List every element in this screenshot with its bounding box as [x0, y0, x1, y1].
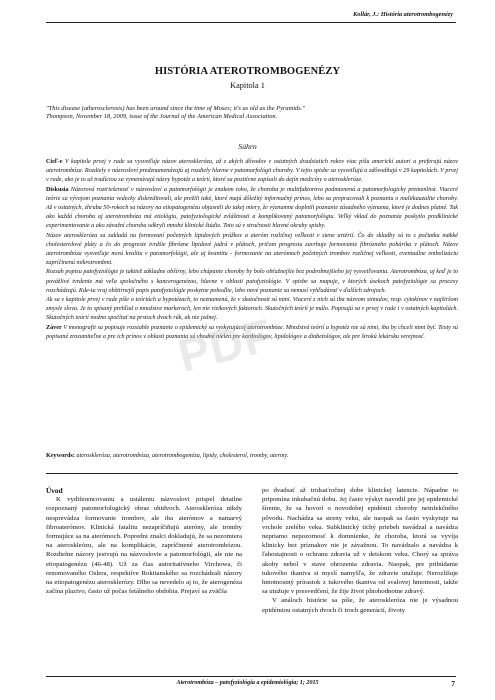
- keywords-text: ateroskleróza, aterotrombóza, aterotrombogenéza, lipidy, cholesterol, tromby, atermy.: [76, 452, 289, 459]
- abstract-conclusion-label: Záver: [46, 324, 62, 331]
- footer-rule: [46, 676, 456, 677]
- abstract-discussion-text: Názorová roztriešenosť v názvosloví a patomorfológii je znakom toho, že choroba je multifaktorovo podmienená a patomorfologicky premenlivá. Viaceré teórie sa vývojom poznania vedecky diskreditovali, ale prežili také, ktoré majú dôležitý informačný prínos, lebo sa prepracovali k poznaniu o multikauzalite choroby. Až v ostatných, zhruba 50-rokoch sa názory na etiopatogenézu objasnili do takej miery, že významne doplnili poznanie zásadného významu, ktoré je dodnes platné. Tak ako každá choroba aj aterotrombóza má etiológiu, patofyziologické zvláštnosti a komplikovaný patomorfológiu. Veľký vklad do poznania poskytlo predklinické experimentovanie a ako závažní choroba odkryli mnohé klinické štúdie. Toto sú v stručnosti hlavné okruhy spisby.: [46, 186, 458, 230]
- chapter-label: Kapitola 1: [230, 81, 265, 90]
- watermark: PDF: [173, 308, 278, 382]
- abstract-aim-text: V kapitole prvej v rade sa vysvetľuje názov ateroskleróza, až z akých dôvodov v ostatných dvadsiatich rokov viac píšu americkí autori a preferujú názov aterotrombóza. Rozdiely v názvosloví predznamenávajú aj rozdiely hlavne v patomorfológii choroby. V tejto spisbe sa vysvetľujú a zdôvodňujú v 29 kapitolách. V prvej v rade, ako je to už tradíciou sa vymenúvajú názvy hypotéz a teórií, ktoré sa pozitívne zapísali do dejín medicíny o ateroskleróze.: [46, 159, 458, 184]
- body-column-right: [262, 486, 458, 615]
- body-paragraph: V análoch histórie sa píše, že ateroskleróza nie je výsadnou epidémiou ostatných dvoch či troch generácií, životy: [262, 597, 458, 614]
- abstract-discussion: [46, 186, 458, 232]
- abstract-paragraph: Rozsah popisu patofyziológie je taktiež základne obšírny, lebo chápanie choroby by bolo obťažnejšie bez podrobnejšieho jej vysvetľovania. Aterotrombóza, aj keď je to povážlivé tvrdenie má veľa spoločného s kancerogenézou, hlavne v oblasti patofyziológie. V spisbe sa mapuje, v ktorých úsekoch patofyziológie sa procesy rozchádzajú. Kde-tu vraj obštirnejší popis patofyziológie poskytne pohodlie, lebo nové poznanie sa nemusí vyhľadávať v ďalších zdrojoch.: [46, 269, 458, 294]
- abstract-conclusion-text: V monografii sa popisuje rozsiahle poznanie o epidemický sa vyskytujúcej aterotrombóze. Množstvá teórií a hypotéz nie sú nimi, iba by chceli nimi byť. Texty sú popisané zrozumiteľne a pre ich prínos v oblasti poznania sú vhodné nielen pre kardiológov, lipidológov a diabetológov, ale pre širokú lekársku verejnosť.: [46, 324, 458, 340]
- body-paragraph: K vydiferencovaniu a ustáleniu názvoslovi prispel detailne rozpoznaný patomorfologický obraz ohidvoch. Ateroskleróza nikdy nesprevádza formovanie trombov, ale iba aterómov a namarvý fibroaterómov. Klinická fatalitu nezapríčiňujú ateróny, ale tromby formujúce sa na aterómoch. Popredni znalci dokladujú, že sa nezomiera na ateroskleózu, ale na komplikácie, zapríčinené aterotrombózou. Rozdielne názory jestvujú na názvoslovie a patomorfológii, ale nie na etiopatogenézu (46-48). Už za čias autoritatívneho Virchowa, či renomovaného Oslera, respektíve Rokitanského sa rozchádzali názory na etiopatogenézu aterosklerózy. Dlho sa nevedelo aj to, že aterogenéza začína plazivo, často už počas fetálneho obdobia. Prejaví sa zväčša: [46, 496, 242, 596]
- abstract-paragraph: Ak sa v kapitole prvej v rade píše o teóriách a hypotézach, to neznamená, že v skutočnosti sú nimi. Viaceré z nich sú iba názvom stimulov, resp. cytokínov v najširšom zmysle slova. Je to spisaný prehľad o množstve markeroch, len nie rizikových faktoroch. Skutočných teórií je málo. Popisujú sa v prvej v rade i v ostatných kapitolách. Skutočných teórií možno spočítať na prstoch dvoch rúk, ak nie jednej.: [46, 297, 458, 322]
- abstract-aim-label: Cieľ-e: [46, 159, 63, 165]
- page-number: 7: [451, 679, 455, 688]
- epigraph-source: Thompson, November 18, 2009, issue of the Journal of the American Medical Association.: [46, 113, 278, 121]
- abstract-paragraph: Názov ateroskleróza sa zakladá na formovaní početných lipidových prúžkov a ateróm rozličnej veľkosti v stene artérií. Čo do skladby sú to s počiatku mäkké cholesterolové pláty a čo do progresie tvrdšie fibrózne lipidové jadrá v plátoch, pričom progresiu zavrhuje formovanie fibrózneho pohárika v plátoch. Názov aterotrombóza vysvetľuje novú kvalitu v patomorfológii, ale aj kvantitu - formovanie na aterómoch početných trombov rozličnej veľkosti, eventuálne embolizáciu zapríčinenú mikrotrombmi.: [46, 232, 458, 267]
- running-head: Kollár, J.: História aterotrombogenézy: [353, 11, 453, 18]
- section-divider: [46, 473, 458, 474]
- abstract-aim: [46, 158, 458, 186]
- header-rule: [46, 22, 456, 23]
- epigraph: [46, 105, 458, 122]
- page-title: HISTÓRIA ATEROTROMBOGENÉZY: [154, 66, 341, 77]
- body-column-left: [46, 486, 242, 596]
- epigraph-quote: "This disease (atherosclerosis) has been around since the time of Moses; it's as old as the Pyramids.": [46, 105, 305, 112]
- body-paragraph: po dvadsať až tridsaťročnej dobe klinickej latencie. Nápadne to pripomína inkubačnú dobu. Jej často výskyt navodil pre jej epidemické šírenie, že sa hovorí o novodobej epidémii choroby neinfekčného pôvodu. Nachádza sa streny veku, ale naopak sa často vyskytuje na vrchole zrelého veku. Subklinický tichý priebeh navádzal a navádza nepriamo nepozornosť k domnienke, že choroba, ktorá sa vyvíja klinicky bez príznakov nie je závažnou. To navádzalo a navádza k ľahostajnosti o ochranu zdravia už v detskom veku. Chorý sa správa akoby nebol v stave ohrozenia zdravia. Naopak, pre pribúdanie tukového tkaniva si myslí namyšľa, že zdravie utužuje. Nerozlišuje hmotnostný prírastok z tukového tkaniva od svalovej hmotnosti, takže sa utužuje v presvedčení, že žije život plnohodnotne zdravý.: [262, 487, 458, 596]
- keywords-label: Keywords:: [46, 452, 75, 459]
- journal-footer: Aterotrombóza – patofyziológia a epidemiológia; 1; 2015: [176, 680, 319, 686]
- keywords: [46, 452, 458, 459]
- abstract-discussion-label: Diskusia: [46, 186, 69, 193]
- section-heading: Úvod: [46, 486, 63, 495]
- summary-heading: Súhrn: [238, 142, 257, 151]
